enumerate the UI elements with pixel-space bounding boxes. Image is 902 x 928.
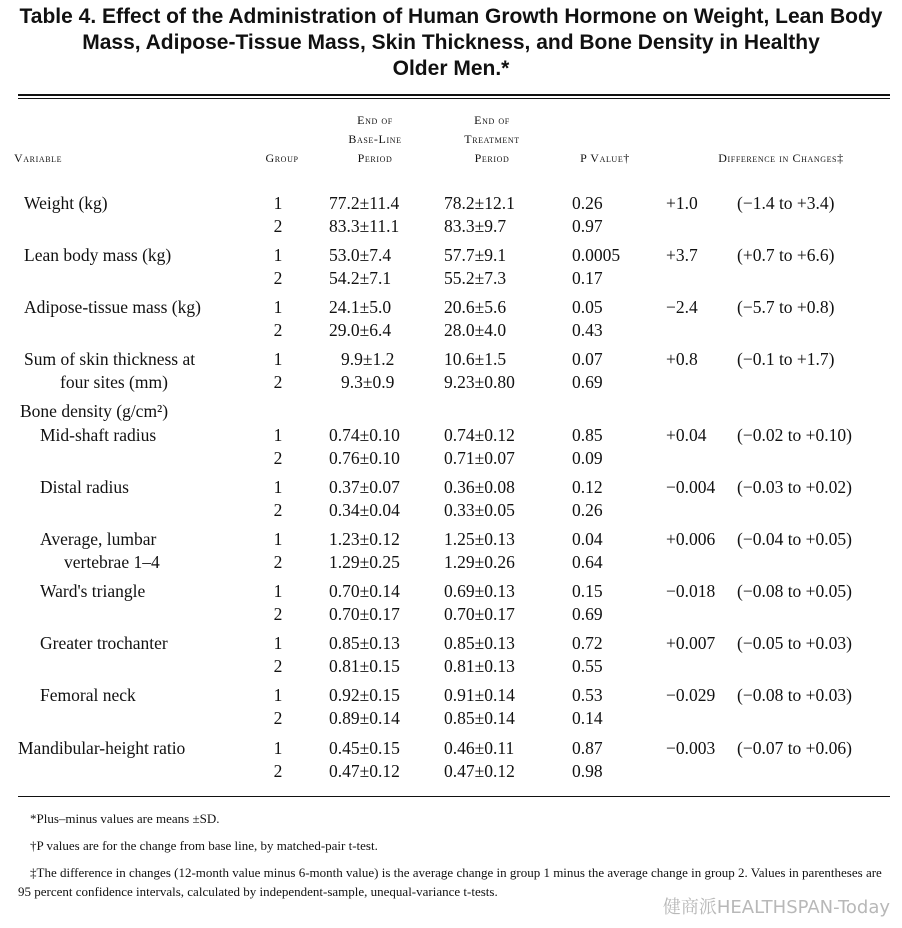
row-label-continued: vertebrae 1–4 [64,552,160,572]
group-cell: 2 [273,552,283,572]
footnote-difference: ‡The difference in changes (12-month value minus 6-month value) is the average change in group 1 minus the average change in group 2. Values in parentheses are 95 percent confidence intervals, calculated by independent-sample, unequal-variance t-tests. [18,865,882,899]
baseline-cell: 9.3±0.9 [341,372,395,392]
header-baseline [322,111,428,168]
footnote-p-value: †P values are for the change from base line, by matched-pair t-test. [30,838,378,853]
group-cell: 2 [273,372,283,392]
group-cell: 1 [273,529,283,549]
group-cell: 2 [273,708,283,728]
baseline-cell: 1.29±0.25 [329,552,400,572]
treatment-cell: 0.47±0.12 [444,761,515,781]
treatment-cell: 0.46±0.11 [444,738,515,758]
p-value-cell: 0.55 [572,656,603,676]
group-cell: 2 [273,268,283,288]
p-value-cell: 0.98 [572,761,603,781]
treatment-cell: 0.85±0.13 [444,633,515,653]
row-label: Average, lumbar [40,529,157,549]
p-value-cell: 0.43 [572,320,603,340]
treatment-cell: 0.74±0.12 [444,425,515,445]
row-label-continued: four sites (mm) [60,372,168,392]
treatment-cell: 0.85±0.14 [444,708,515,728]
row-label: Weight (kg) [24,193,108,213]
header-treatment-line3: Period [474,151,510,165]
group-cell: 2 [273,761,283,781]
row-label: Sum of skin thickness at [24,349,196,369]
ci-cell: (−0.07 to +0.06) [737,738,853,758]
difference-cell: +0.04 [666,425,707,445]
baseline-cell: 0.37±0.07 [329,477,400,497]
baseline-cell: 0.45±0.15 [329,738,400,758]
header-baseline-line1: End of [357,113,393,127]
table-title [0,4,902,82]
p-value-cell: 0.0005 [572,245,621,265]
ci-cell: (−0.04 to +0.05) [737,529,853,549]
difference-cell: +0.007 [666,633,716,653]
header-treatment [436,111,548,168]
p-value-cell: 0.12 [572,477,603,497]
top-rule-thick [18,94,890,96]
group-cell: 1 [273,297,283,317]
baseline-cell: 0.70±0.14 [329,581,400,601]
row-label: Lean body mass (kg) [24,245,172,265]
group-cell: 2 [273,500,283,520]
group-cell: 1 [273,581,283,601]
baseline-cell: 54.2±7.1 [329,268,392,288]
title-line-1: Table 4. Effect of the Administration of Human Growth Hormone on Weight, Lean Body [19,5,883,28]
baseline-cell: 0.70±0.17 [329,604,400,624]
p-value-cell: 0.64 [572,552,603,572]
difference-cell: −0.029 [666,685,716,705]
ci-cell: (−0.03 to +0.02) [737,477,853,497]
group-cell: 1 [273,349,283,369]
group-cell: 1 [273,738,283,758]
treatment-cell: 57.7±9.1 [444,245,507,265]
baseline-cell: 0.89±0.14 [329,708,400,728]
group-cell: 2 [273,216,283,236]
p-value-cell: 0.26 [572,193,603,213]
row-label: Mid-shaft radius [40,425,157,445]
p-value-cell: 0.09 [572,448,603,468]
treatment-cell: 1.29±0.26 [444,552,515,572]
ci-cell: (−1.4 to +3.4) [737,193,835,213]
title-line-2: Mass, Adipose-Tissue Mass, Skin Thickness, and Bone Density in Healthy [82,31,820,54]
baseline-cell: 0.85±0.13 [329,633,400,653]
watermark: 健商派HEALTHSPAN-Today [662,897,890,918]
baseline-cell: 24.1±5.0 [329,297,392,317]
baseline-cell: 1.23±0.12 [329,529,400,549]
header-treatment-line2: Treatment [464,132,520,146]
baseline-cell: 83.3±11.1 [329,216,400,236]
ci-cell: (−0.1 to +1.7) [737,349,835,369]
ci-cell: (−5.7 to +0.8) [737,297,835,317]
section-label-bone-density: Bone density (g/cm²) [20,401,169,421]
top-rule-thin [18,98,890,99]
row-label: Femoral neck [40,685,136,705]
title-line-3: Older Men.* [392,57,510,80]
p-value-cell: 0.72 [572,633,603,653]
treatment-cell: 78.2±12.1 [444,193,515,213]
p-value-cell: 0.07 [572,349,603,369]
baseline-cell: 0.76±0.10 [329,448,400,468]
treatment-cell: 20.6±5.6 [444,297,507,317]
treatment-cell: 1.25±0.13 [444,529,515,549]
header-baseline-line2: Base-Line [348,132,402,146]
p-value-cell: 0.15 [572,581,603,601]
p-value-cell: 0.53 [572,685,603,705]
footnote-sd: *Plus–minus values are means ±SD. [30,811,220,826]
treatment-cell: 83.3±9.7 [444,216,507,236]
difference-cell: +0.006 [666,529,716,549]
difference-cell: −0.003 [666,738,716,758]
ci-cell: (+0.7 to +6.6) [737,245,835,265]
baseline-cell: 29.0±6.4 [329,320,392,340]
header-group: Group [265,151,299,165]
ci-cell: (−0.02 to +0.10) [737,425,853,445]
baseline-cell: 0.34±0.04 [329,500,400,520]
difference-cell: +0.8 [666,349,698,369]
group-cell: 2 [273,656,283,676]
treatment-cell: 0.70±0.17 [444,604,515,624]
header-difference: Difference in Changes‡ [718,151,844,165]
ci-cell: (−0.08 to +0.05) [737,581,853,601]
p-value-cell: 0.69 [572,604,603,624]
row-label: Distal radius [40,477,129,497]
p-value-cell: 0.04 [572,529,603,549]
header-variable: Variable [14,151,63,165]
group-cell: 1 [273,245,283,265]
p-value-cell: 0.87 [572,738,603,758]
row-label: Mandibular-height ratio [18,738,186,758]
group-cell: 1 [273,633,283,653]
header-baseline-line3: Period [357,151,393,165]
p-value-cell: 0.17 [572,268,603,288]
bottom-rule [18,796,890,797]
difference-cell: −0.004 [666,477,716,497]
treatment-cell: 10.6±1.5 [444,349,507,369]
baseline-cell: 0.81±0.15 [329,656,400,676]
baseline-cell: 0.74±0.10 [329,425,400,445]
treatment-cell: 28.0±4.0 [444,320,507,340]
treatment-cell: 9.23±0.80 [444,372,515,392]
row-label: Ward's triangle [40,581,146,601]
treatment-cell: 0.71±0.07 [444,448,515,468]
ci-cell: (−0.05 to +0.03) [737,633,853,653]
p-value-cell: 0.14 [572,708,603,728]
baseline-cell: 0.47±0.12 [329,761,400,781]
difference-cell: +1.0 [666,193,698,213]
group-cell: 2 [273,448,283,468]
treatment-cell: 0.33±0.05 [444,500,515,520]
baseline-cell: 77.2±11.4 [329,193,400,213]
group-cell: 1 [273,193,283,213]
p-value-cell: 0.05 [572,297,603,317]
row-label: Adipose-tissue mass (kg) [24,297,201,317]
baseline-cell: 0.92±0.15 [329,685,400,705]
group-cell: 2 [273,320,283,340]
difference-cell: −2.4 [666,297,698,317]
treatment-cell: 0.81±0.13 [444,656,515,676]
treatment-cell: 0.69±0.13 [444,581,515,601]
p-value-cell: 0.26 [572,500,603,520]
p-value-cell: 0.69 [572,372,603,392]
p-value-cell: 0.85 [572,425,603,445]
difference-cell: +3.7 [666,245,698,265]
group-cell: 1 [273,685,283,705]
p-value-cell: 0.97 [572,216,603,236]
baseline-cell: 53.0±7.4 [329,245,392,265]
row-label: Greater trochanter [40,633,168,653]
difference-cell: −0.018 [666,581,716,601]
header-p-value: P Value† [580,151,630,165]
group-cell: 1 [273,425,283,445]
header-treatment-line1: End of [474,113,510,127]
treatment-cell: 0.36±0.08 [444,477,515,497]
treatment-cell: 0.91±0.14 [444,685,515,705]
group-cell: 2 [273,604,283,624]
baseline-cell: 9.9±1.2 [341,349,395,369]
treatment-cell: 55.2±7.3 [444,268,507,288]
group-cell: 1 [273,477,283,497]
ci-cell: (−0.08 to +0.03) [737,685,853,705]
